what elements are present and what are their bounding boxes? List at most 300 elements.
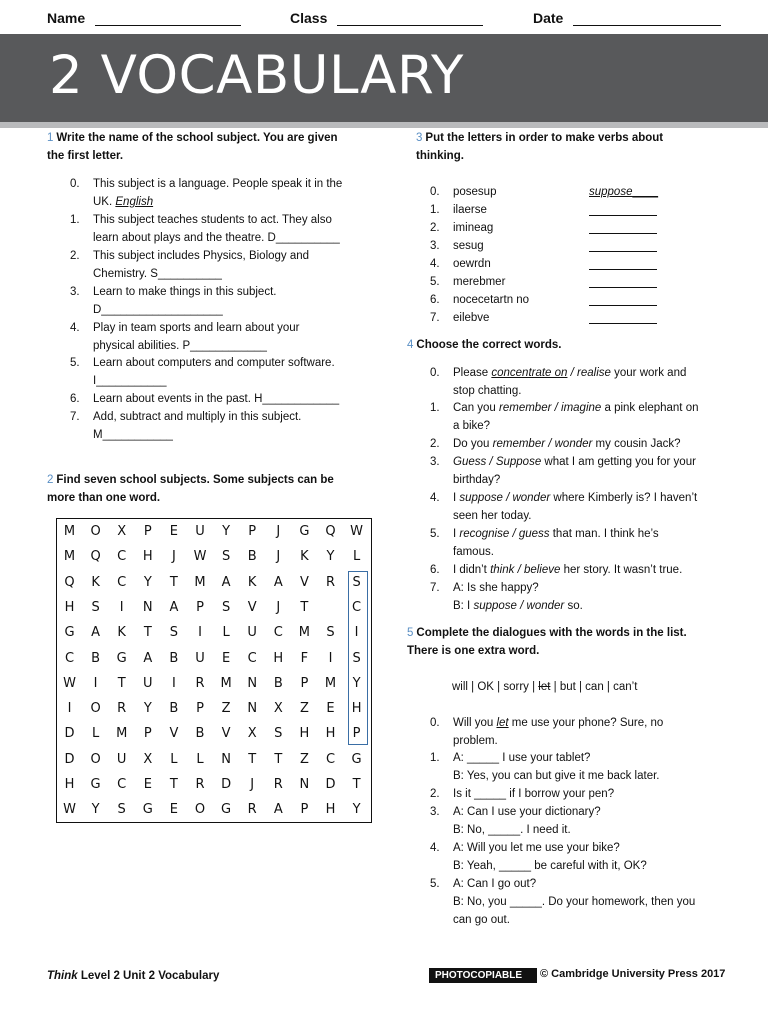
item-text bbox=[453, 453, 696, 489]
options[interactable]: remember / wonder bbox=[492, 438, 593, 450]
grid-cell[interactable]: J bbox=[276, 599, 281, 615]
options[interactable]: think / believe bbox=[490, 564, 561, 576]
grid-cell[interactable]: H bbox=[299, 726, 310, 742]
grid-cell[interactable]: T bbox=[248, 751, 257, 767]
grid-cell[interactable]: B bbox=[247, 549, 257, 565]
section1-heading-line1: Write the name of the school subject. You are given bbox=[56, 132, 338, 144]
grid-cell[interactable]: Y bbox=[352, 802, 361, 818]
scrambled-word: oewrdn bbox=[453, 258, 491, 270]
item-number: 5. bbox=[430, 878, 440, 890]
grid-cell[interactable]: K bbox=[91, 574, 100, 590]
grid-cell[interactable]: T bbox=[169, 574, 178, 590]
options[interactable]: recognise / guess bbox=[459, 528, 550, 540]
grid-cell[interactable]: T bbox=[169, 777, 178, 792]
answer-line[interactable] bbox=[589, 305, 657, 306]
section1-heading-line2: the first letter. bbox=[47, 150, 124, 162]
grid-cell[interactable]: U bbox=[195, 650, 205, 666]
class-line[interactable] bbox=[337, 11, 483, 26]
section2-number: 2 bbox=[47, 474, 54, 486]
grid-cell[interactable]: V bbox=[247, 599, 257, 615]
item-text bbox=[93, 319, 299, 355]
grid-cell[interactable]: Y bbox=[326, 549, 335, 565]
grid-cell[interactable]: R bbox=[117, 701, 127, 717]
item-text bbox=[93, 247, 309, 283]
item-line2[interactable]: M___________ bbox=[93, 429, 173, 441]
grid-cell[interactable]: I bbox=[67, 701, 72, 717]
example-answer bbox=[589, 183, 658, 201]
options[interactable]: suppose / wonder bbox=[473, 600, 565, 612]
grid-cell[interactable]: R bbox=[247, 802, 257, 818]
grid-cell[interactable]: A bbox=[221, 574, 231, 590]
grid-cell[interactable]: A bbox=[91, 625, 101, 641]
grid-cell[interactable]: O bbox=[90, 524, 101, 539]
scrambled-word: nocecetartn no bbox=[453, 294, 530, 306]
grid-cell[interactable]: N bbox=[221, 751, 231, 767]
text-part[interactable]: A: _____ I use your tablet? bbox=[453, 752, 591, 764]
grid-cell[interactable]: W bbox=[350, 524, 364, 539]
grid-cell[interactable]: M bbox=[63, 549, 76, 565]
class-field[interactable] bbox=[290, 10, 483, 26]
section3-heading bbox=[416, 129, 746, 165]
item-number: 7. bbox=[430, 582, 440, 594]
example-answer: let bbox=[496, 717, 509, 729]
grid-cell[interactable]: N bbox=[299, 777, 310, 792]
item-line2[interactable]: problem. bbox=[453, 735, 498, 747]
grid-cell[interactable]: C bbox=[325, 751, 336, 767]
grid-cell[interactable]: Z bbox=[221, 701, 231, 717]
grid-cell[interactable]: Z bbox=[299, 751, 309, 767]
date-line[interactable] bbox=[573, 11, 721, 26]
grid-cell[interactable]: C bbox=[352, 599, 362, 615]
name-label: Name bbox=[47, 10, 86, 26]
section3-item-number: 5. bbox=[430, 276, 440, 288]
text-part[interactable]: A: Can I go out? bbox=[453, 878, 537, 890]
item-line1 bbox=[453, 875, 695, 893]
item-line1 bbox=[453, 749, 659, 767]
section5-number: 5 bbox=[407, 627, 414, 639]
section3-item-number: 1. bbox=[430, 204, 440, 216]
grid-cell[interactable]: Q bbox=[90, 549, 101, 565]
grid-cell[interactable]: J bbox=[250, 777, 255, 792]
grid-cell[interactable]: M bbox=[220, 675, 232, 691]
grid-cell[interactable]: C bbox=[64, 650, 75, 666]
text-part: your work and bbox=[610, 367, 687, 379]
grid-cell[interactable]: X bbox=[143, 751, 153, 767]
grid-cell[interactable]: G bbox=[64, 625, 75, 641]
grid-cell[interactable]: R bbox=[195, 777, 205, 792]
grid-cell[interactable]: D bbox=[221, 777, 232, 792]
grid-cell[interactable]: S bbox=[352, 574, 361, 590]
grid-cell[interactable]: M bbox=[298, 625, 310, 641]
text-part: I didn’t bbox=[453, 564, 491, 576]
item-line2[interactable]: B: No, _____. I need it. bbox=[453, 824, 571, 836]
grid-cell[interactable]: S bbox=[221, 599, 231, 615]
grid-cell[interactable]: L bbox=[91, 726, 100, 742]
section3-heading-line1: Put the letters in order to make verbs about bbox=[425, 132, 664, 144]
word-list-part-b: | but | can | can’t bbox=[550, 681, 638, 693]
item-line1 bbox=[453, 489, 697, 507]
grid-cell[interactable]: G bbox=[299, 524, 310, 539]
section3-item-number: 3. bbox=[430, 240, 440, 252]
options[interactable]: suppose / wonder bbox=[459, 492, 551, 504]
text-part[interactable]: A: Can I use your dictionary? bbox=[453, 806, 601, 818]
section3-number: 3 bbox=[416, 132, 423, 144]
item-text bbox=[453, 399, 699, 435]
grid-cell[interactable]: U bbox=[247, 625, 257, 641]
item-number: 2. bbox=[430, 438, 440, 450]
section4-number: 4 bbox=[407, 339, 414, 351]
grid-cell[interactable]: D bbox=[64, 751, 75, 767]
text-part: I bbox=[453, 528, 460, 540]
text-part: Please bbox=[453, 367, 492, 379]
item-line1 bbox=[453, 364, 686, 382]
item-line2[interactable]: Chemistry. S__________ bbox=[93, 268, 222, 280]
scrambled-word: posesup bbox=[453, 186, 497, 198]
grid-cell[interactable]: I bbox=[171, 675, 176, 691]
grid-cell[interactable]: Y bbox=[143, 574, 152, 590]
text-part: that man. I think he’s bbox=[549, 528, 659, 540]
grid-cell[interactable]: G bbox=[116, 650, 127, 666]
text-part: me use your phone? Sure, no bbox=[508, 717, 664, 729]
class-label: Class bbox=[290, 10, 328, 26]
section2-heading bbox=[47, 471, 377, 507]
grid-cell[interactable]: Q bbox=[325, 524, 336, 539]
grid-cell[interactable]: F bbox=[300, 650, 309, 666]
grid-cell[interactable]: R bbox=[195, 675, 205, 691]
grid-cell[interactable]: B bbox=[195, 726, 205, 742]
section4-heading bbox=[407, 336, 747, 354]
item-line2[interactable]: B: No, you _____. Do your homework, then you bbox=[453, 896, 696, 908]
date-field[interactable] bbox=[533, 10, 721, 26]
item-line1 bbox=[453, 435, 681, 453]
grid-cell[interactable]: G bbox=[221, 802, 232, 818]
item-text bbox=[453, 579, 583, 615]
grid-cell[interactable]: L bbox=[196, 751, 204, 767]
grid-cell[interactable]: R bbox=[325, 574, 336, 590]
grid-cell[interactable]: P bbox=[143, 524, 152, 539]
section1-item bbox=[70, 283, 370, 319]
text-part: what I am getting you for your bbox=[541, 456, 696, 468]
grid-cell[interactable]: M bbox=[324, 675, 337, 691]
grid-cell[interactable]: E bbox=[143, 777, 152, 792]
grid-cell[interactable]: G bbox=[351, 751, 362, 767]
grid-cell[interactable]: T bbox=[143, 625, 152, 641]
section3-item-number: 4. bbox=[430, 258, 440, 270]
item-line1 bbox=[453, 399, 699, 417]
grid-cell[interactable]: D bbox=[325, 777, 336, 792]
text-part: where Kimberly is? I haven’t bbox=[550, 492, 698, 504]
grid-cell[interactable]: O bbox=[194, 802, 206, 818]
item-text bbox=[453, 785, 614, 803]
grid-cell[interactable]: V bbox=[169, 726, 179, 742]
text-part[interactable]: A: Will you let me use your bike? bbox=[453, 842, 620, 854]
options[interactable]: Guess / Suppose bbox=[453, 456, 542, 468]
grid-cell[interactable]: M bbox=[116, 726, 128, 742]
answer-line[interactable] bbox=[589, 251, 657, 252]
grid-cell[interactable]: I bbox=[93, 675, 98, 691]
slash: / bbox=[567, 367, 578, 379]
grid-cell[interactable]: Y bbox=[143, 701, 152, 717]
item-line1: Learn to make things in this subject. bbox=[93, 286, 277, 298]
grid-cell[interactable]: I bbox=[119, 599, 124, 615]
item-number: 3. bbox=[70, 286, 80, 298]
item-line2[interactable]: learn about plays and the theatre. D__________ bbox=[93, 232, 340, 244]
item-line3: can go out. bbox=[453, 914, 510, 926]
item-number: 4. bbox=[70, 322, 80, 334]
item-number: 1. bbox=[430, 752, 440, 764]
grid-cell[interactable]: P bbox=[248, 524, 257, 539]
grid-cell[interactable]: U bbox=[143, 675, 153, 691]
grid-cell[interactable]: H bbox=[64, 599, 75, 615]
item-text bbox=[453, 525, 659, 561]
item-number: 5. bbox=[70, 357, 80, 369]
section3-item-number: 0. bbox=[430, 186, 440, 198]
grid-cell[interactable]: X bbox=[247, 726, 257, 742]
grid-cell[interactable]: D bbox=[64, 726, 75, 742]
grid-cell[interactable]: Y bbox=[91, 802, 100, 818]
item-line2: a bike? bbox=[453, 420, 491, 432]
copyright-text: © Cambridge University Press 2017 bbox=[540, 968, 726, 980]
item-line2[interactable]: physical abilities. P____________ bbox=[93, 340, 267, 352]
item-text bbox=[93, 354, 335, 390]
grid-cell[interactable]: Y bbox=[352, 675, 361, 691]
item-line1: Add, subtract and multiply in this subject. bbox=[93, 411, 302, 423]
grid-cell[interactable]: A bbox=[143, 650, 153, 666]
section3-heading-line2: thinking. bbox=[416, 150, 464, 162]
section5-heading-line2: There is one extra word. bbox=[407, 645, 540, 657]
grid-cell[interactable]: J bbox=[276, 549, 281, 565]
grid-cell[interactable]: V bbox=[299, 574, 309, 590]
grid-cell[interactable]: J bbox=[276, 524, 281, 539]
grid-cell[interactable]: S bbox=[91, 599, 100, 615]
item-text bbox=[93, 283, 276, 319]
section1-item bbox=[70, 175, 370, 211]
section2-heading-line1: Find seven school subjects. Some subjects can be bbox=[56, 474, 334, 486]
grid-cell[interactable]: S bbox=[117, 802, 126, 818]
grid-cell[interactable]: S bbox=[274, 726, 283, 742]
section2-heading-line2: more than one word. bbox=[47, 492, 161, 504]
grid-cell[interactable]: X bbox=[117, 524, 127, 539]
item-line2: stop chatting. bbox=[453, 385, 522, 397]
name-field[interactable] bbox=[47, 10, 241, 26]
grid-cell[interactable]: N bbox=[247, 675, 258, 691]
grid-cell[interactable]: R bbox=[273, 777, 283, 792]
grid-cell[interactable]: H bbox=[325, 726, 336, 742]
item-line1 bbox=[453, 579, 583, 597]
example-answer: concentrate on bbox=[491, 367, 568, 379]
grid-cell[interactable]: V bbox=[221, 726, 231, 742]
text-part: Can you bbox=[453, 402, 500, 414]
grid-cell[interactable]: W bbox=[193, 549, 207, 565]
answer-line[interactable] bbox=[589, 287, 657, 288]
item-line1 bbox=[453, 525, 659, 543]
item-text bbox=[93, 390, 339, 408]
grid-cell[interactable]: C bbox=[117, 549, 127, 565]
item-line2-prefix: UK. bbox=[93, 196, 116, 208]
item-line2[interactable]: D___________________ bbox=[93, 304, 223, 316]
scrambled-word: eilebve bbox=[453, 312, 490, 324]
page-title: 2 VOCABULARY bbox=[49, 45, 464, 106]
grid-cell[interactable]: G bbox=[90, 777, 101, 792]
grid-cell[interactable]: C bbox=[117, 777, 127, 792]
item-number: 2. bbox=[70, 250, 80, 262]
grid-cell[interactable]: P bbox=[352, 726, 361, 742]
grid-cell[interactable]: B bbox=[169, 650, 179, 666]
grid-cell[interactable]: T bbox=[352, 777, 361, 792]
grid-cell[interactable]: H bbox=[351, 701, 362, 717]
options[interactable]: remember / imagine bbox=[499, 402, 602, 414]
word-list-struck: let bbox=[538, 681, 551, 693]
grid-cell[interactable]: B bbox=[169, 701, 179, 717]
item-line1 bbox=[453, 803, 601, 821]
grid-cell[interactable]: E bbox=[169, 802, 178, 818]
item-line2[interactable]: I___________ bbox=[93, 375, 167, 387]
grid-cell[interactable]: C bbox=[247, 650, 257, 666]
item-line1 bbox=[453, 453, 696, 471]
footer-brand: Think bbox=[47, 970, 78, 982]
grid-cell[interactable]: S bbox=[352, 650, 361, 666]
grid-cell[interactable]: P bbox=[196, 599, 204, 615]
grid-cell[interactable]: U bbox=[195, 524, 205, 539]
item-line1 bbox=[453, 839, 647, 857]
item-line2 bbox=[93, 193, 342, 211]
scrambled-word: sesug bbox=[453, 240, 484, 252]
example-answer: English bbox=[115, 196, 154, 208]
text-part: so. bbox=[564, 600, 583, 612]
grid-cell[interactable]: P bbox=[196, 701, 204, 717]
section4-item bbox=[430, 525, 740, 561]
text-part: I bbox=[453, 492, 460, 504]
word-search-grid[interactable] bbox=[56, 518, 372, 823]
grid-cell[interactable]: H bbox=[273, 650, 284, 666]
grid-cell[interactable]: X bbox=[273, 701, 283, 717]
answer-blank-tail: ____ bbox=[632, 186, 659, 198]
answer-line[interactable] bbox=[589, 323, 657, 324]
section4-item bbox=[430, 579, 740, 615]
grid-cell[interactable]: H bbox=[64, 777, 75, 792]
grid-cell[interactable]: L bbox=[352, 549, 361, 565]
grid-cell[interactable]: A bbox=[273, 802, 283, 818]
grid-cell[interactable]: T bbox=[300, 599, 309, 615]
photocopiable-badge: PHOTOCOPIABLE bbox=[429, 968, 537, 983]
grid-cell[interactable]: W bbox=[63, 802, 76, 818]
text-part: A: Is she happy? bbox=[453, 582, 539, 594]
item-text bbox=[453, 839, 647, 875]
item-line2[interactable]: B: Yes, you can but give it me back later. bbox=[453, 770, 660, 782]
grid-cell[interactable]: A bbox=[169, 599, 179, 615]
item-number: 7. bbox=[70, 411, 80, 423]
grid-cell[interactable]: O bbox=[90, 701, 101, 717]
text-part: Do you bbox=[453, 438, 493, 450]
grid-cell[interactable]: S bbox=[169, 625, 179, 641]
grid-cell[interactable]: W bbox=[63, 675, 76, 691]
text-part[interactable]: Will you bbox=[453, 717, 497, 729]
answer-line[interactable] bbox=[589, 215, 657, 216]
grid-cell[interactable]: G bbox=[142, 802, 153, 818]
scrambled-word: ilaerse bbox=[453, 204, 487, 216]
grid-cell[interactable]: N bbox=[247, 701, 258, 717]
answer-line[interactable] bbox=[589, 233, 657, 234]
grid-cell[interactable]: H bbox=[142, 549, 153, 565]
grid-cell[interactable]: S bbox=[221, 549, 231, 565]
grid-cell[interactable]: T bbox=[274, 751, 283, 767]
grid-cell[interactable]: H bbox=[325, 802, 336, 818]
footer-unit: Level 2 Unit 2 Vocabulary bbox=[77, 970, 220, 982]
grid-cell[interactable]: Q bbox=[64, 574, 75, 590]
grid-cell[interactable]: U bbox=[116, 751, 127, 767]
answer-line[interactable] bbox=[589, 269, 657, 270]
grid-cell[interactable]: C bbox=[273, 625, 283, 641]
section1-item bbox=[70, 408, 370, 444]
text-part[interactable]: Is it _____ if I borrow your pen? bbox=[453, 788, 615, 800]
item-text bbox=[453, 714, 663, 750]
grid-cell[interactable]: S bbox=[326, 625, 335, 641]
section4-heading-text: Choose the correct words. bbox=[416, 339, 562, 351]
section4-item bbox=[430, 364, 740, 400]
item-number: 4. bbox=[430, 842, 440, 854]
item-text bbox=[93, 408, 301, 444]
grid-cell[interactable]: B bbox=[91, 650, 101, 666]
grid-cell[interactable]: P bbox=[143, 726, 152, 742]
grid-cell[interactable]: I bbox=[328, 650, 333, 666]
grid-cell[interactable]: T bbox=[117, 675, 126, 691]
grid-cell[interactable]: E bbox=[326, 701, 335, 717]
grid-cell[interactable]: B bbox=[273, 675, 283, 691]
grid-cell[interactable]: E bbox=[221, 650, 231, 666]
grid-cell[interactable]: K bbox=[247, 574, 257, 590]
grid-cell[interactable]: N bbox=[142, 599, 153, 615]
grid-cell[interactable]: P bbox=[300, 802, 309, 818]
section1-heading bbox=[47, 129, 377, 165]
grid-cell[interactable]: M bbox=[63, 524, 76, 539]
grid-cell[interactable]: M bbox=[194, 574, 206, 590]
grid-cell[interactable]: K bbox=[117, 625, 126, 641]
section1-item bbox=[70, 211, 370, 247]
grid-cell[interactable]: Z bbox=[299, 701, 309, 717]
scrambled-word: merebmer bbox=[453, 276, 506, 288]
option[interactable]: realise bbox=[577, 367, 611, 379]
section4-item bbox=[430, 399, 740, 435]
item-line1: This subject teaches students to act. They also bbox=[93, 214, 332, 226]
item-line2[interactable]: B: Yeah, _____ be careful with it, OK? bbox=[453, 860, 647, 872]
banner-underline bbox=[0, 122, 768, 128]
item-line1 bbox=[453, 785, 614, 803]
grid-cell[interactable]: L bbox=[170, 751, 178, 767]
grid-cell[interactable]: Y bbox=[222, 524, 231, 539]
item-text bbox=[453, 561, 682, 579]
grid-cell[interactable]: P bbox=[300, 675, 309, 691]
grid-cell[interactable]: A bbox=[273, 574, 283, 590]
item-line2: birthday? bbox=[453, 474, 501, 486]
item-number: 1. bbox=[70, 214, 80, 226]
item-line1 bbox=[453, 714, 663, 732]
grid-cell[interactable]: E bbox=[169, 524, 178, 539]
item-number: 0. bbox=[430, 367, 440, 379]
grid-cell[interactable]: K bbox=[300, 549, 309, 565]
section4-item bbox=[430, 489, 740, 525]
grid-cell[interactable]: L bbox=[222, 625, 230, 641]
name-line[interactable] bbox=[95, 11, 241, 26]
grid-cell[interactable]: I bbox=[198, 625, 202, 641]
grid-cell[interactable]: C bbox=[117, 574, 127, 590]
grid-cell[interactable]: O bbox=[90, 751, 101, 767]
grid-cell[interactable]: J bbox=[171, 549, 176, 565]
section5-heading bbox=[407, 624, 747, 660]
section4-item bbox=[430, 453, 740, 489]
grid-cell[interactable]: I bbox=[354, 625, 359, 641]
item-number: 2. bbox=[430, 788, 440, 800]
item-text bbox=[453, 875, 695, 929]
